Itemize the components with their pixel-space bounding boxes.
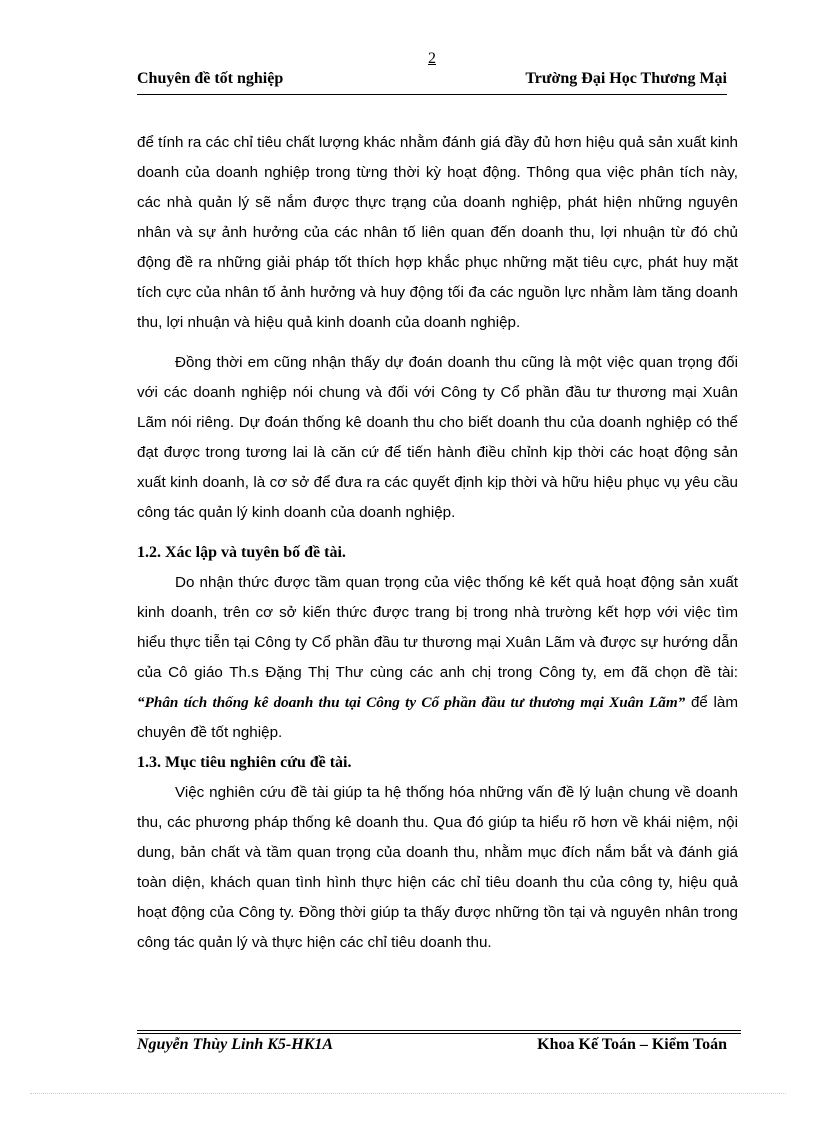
footer-divider-top: [137, 1030, 741, 1031]
page-header: [137, 70, 727, 94]
section-heading-1-3: 1.3. Mục tiêu nghiên cứu đề tài.: [137, 754, 352, 771]
section-heading-1-2: 1.2. Xác lập và tuyên bố đề tài.: [137, 544, 346, 561]
footer-department: Khoa Kế Toán – Kiểm Toán: [537, 1036, 727, 1053]
page-bottom-border: [30, 1093, 786, 1094]
footer-divider-bottom: [137, 1033, 741, 1034]
header-divider: [137, 94, 727, 95]
document-body: [137, 128, 738, 958]
paragraph-intro: để tính ra các chỉ tiêu chất lượng khác nhằm đánh giá đầy đủ hơn hiệu quả sản xuất kinh doanh của doanh nghiệp trong từng thời kỳ hoạt động. Thông qua việc phân tích này, các nhà quản lý sẽ nắm được thực trạng của doanh nghiệp, phát hiện những nguyên nhân và sự ảnh hưởng của các nhân tố liên quan đến doanh thu, lợi nhuận từ đó chủ động đề ra những giải pháp tốt thích hợp khắc phục những mặt tiêu cực, phát huy mặt tích cực của nhân tố ảnh hưởng và huy động tối đa các nguồn lực nhằm làm tăng doanh thu, lợi nhuận và hiệu quả kinh doanh của doanh nghiệp.: [137, 134, 738, 331]
paragraph-topic: [137, 568, 738, 748]
paragraph-forecast: Đồng thời em cũng nhận thấy dự đoán doanh thu cũng là một việc quan trọng đối với các doanh nghiệp nói chung và đối với Công ty Cổ phần đầu tư thương mại Xuân Lãm nói riêng. Dự đoán thống kê doanh thu cho biết doanh thu của doanh nghiệp có thể đạt được trong tương lai là căn cứ để tiến hành điều chỉnh kịp thời các hoạt động sản xuất kinh doanh, là cơ sở để đưa ra các quyết định kịp thời và hữu hiệu phục vụ yêu cầu công tác quản lý kinh doanh của doanh nghiệp.: [137, 354, 738, 521]
footer-author: Nguyễn Thùy Linh K5-HK1A: [137, 1036, 334, 1053]
header-right-title: Trường Đại Học Thương Mại: [525, 70, 727, 87]
paragraph-objectives: Việc nghiên cứu đề tài giúp ta hệ thống hóa những vấn đề lý luận chung về doanh thu, các phương pháp thống kê doanh thu. Qua đó giúp ta hiểu rõ hơn về khái niệm, nội dung, bản chất và tầm quan trọng của doanh thu, nhằm mục đích nắm bắt và đánh giá toàn diện, khách quan tình hình thực hiện các chỉ tiêu doanh thu của công ty, hiệu quả hoạt động của Công ty. Đồng thời giúp ta thấy được những tồn tại và nguyên nhân trong công tác quản lý và thực hiện các chỉ tiêu doanh thu.: [137, 784, 738, 951]
topic-text-after: để làm chuyên đề tốt nghiệp.: [137, 694, 738, 741]
page-footer: [137, 1036, 727, 1054]
header-left-title: Chuyên đề tốt nghiệp: [137, 70, 284, 87]
page-number: 2: [428, 50, 436, 67]
topic-title: “Phân tích thống kê doanh thu tại Công ty Cổ phần đầu tư thương mại Xuân Lãm”: [137, 694, 686, 711]
topic-text-before: Do nhận thức được tầm quan trọng của việc thống kê kết quả hoạt động sản xuất kinh doanh, trên cơ sở kiến thức được trang bị trong nhà trường kết hợp với việc tìm hiểu thực tiễn tại Công ty Cổ phần đầu tư thương mại Xuân Lãm và được sự hướng dẫn của Cô giáo Th.s Đặng Thị Thư cùng các anh chị trong Công ty, em đã chọn đề tài:: [137, 574, 738, 681]
